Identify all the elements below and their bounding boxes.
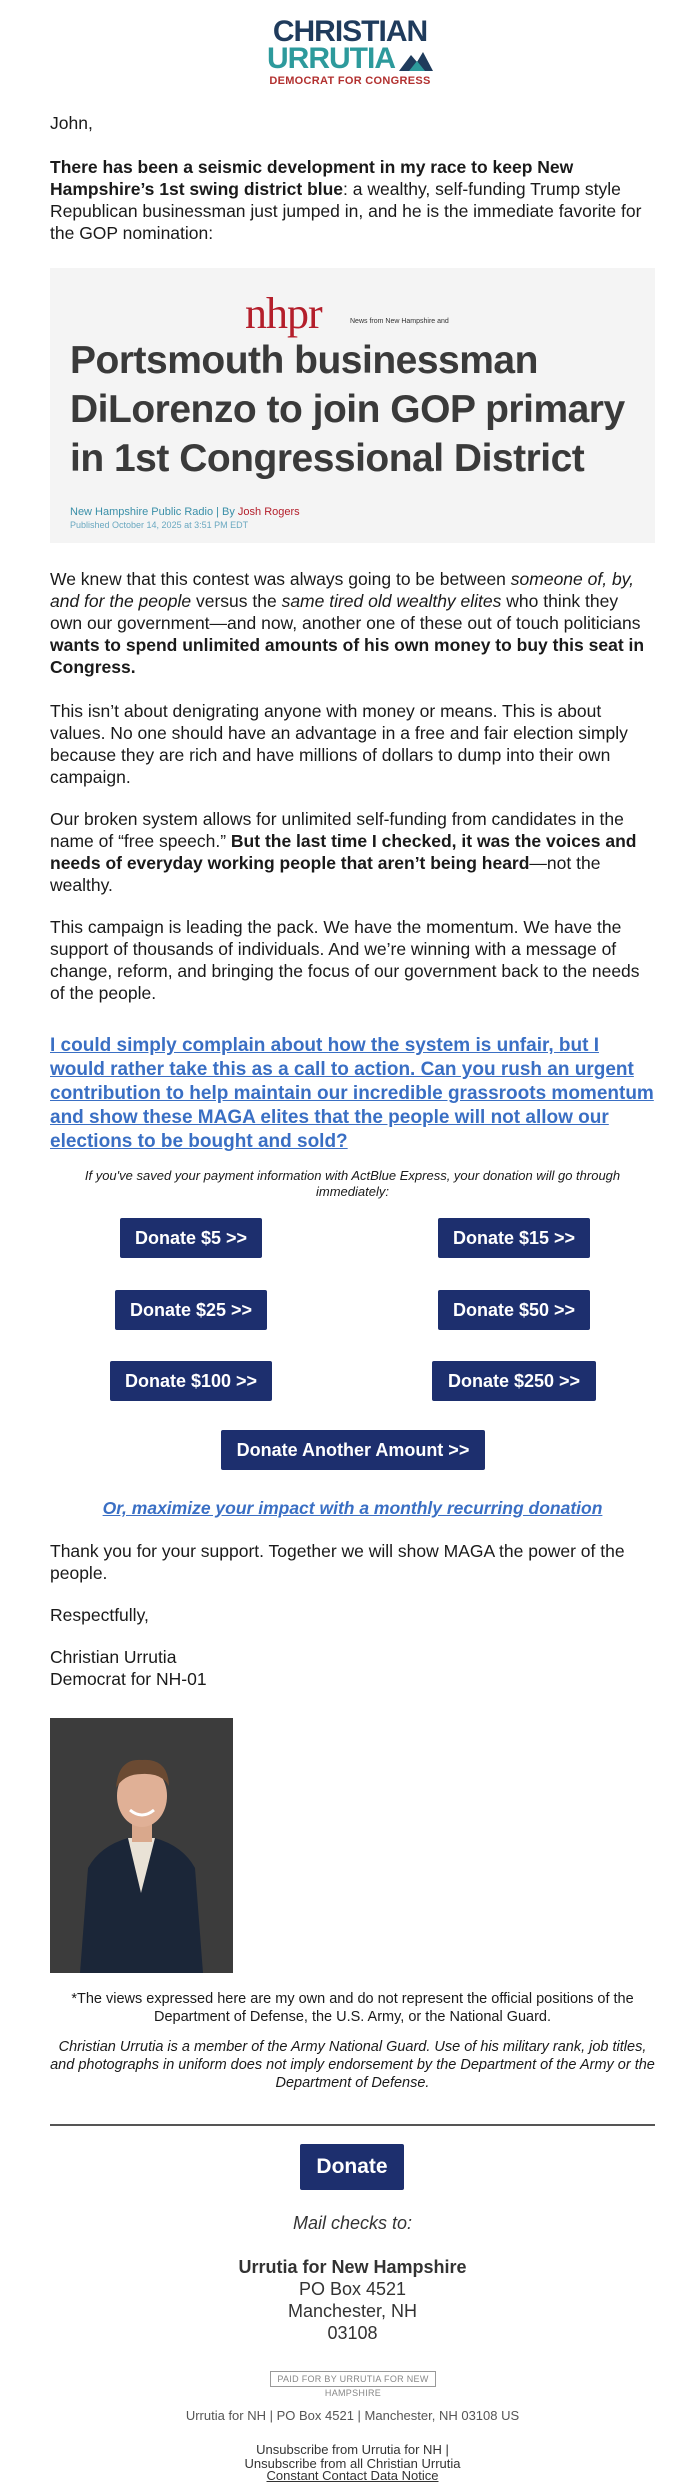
unsubscribe-urrutia-link[interactable]: Unsubscribe from Urrutia for NH | — [256, 2442, 449, 2457]
thanks-paragraph: Thank you for your support. Together we will show MAGA the power of the people. — [50, 1541, 625, 1583]
nhpr-logo: nhpr — [245, 289, 322, 338]
news-published-date: Published October 14, 2025 at 3:51 PM EDT — [70, 520, 249, 530]
news-byline — [70, 506, 300, 518]
logo-line1: CHRISTIAN — [272, 15, 428, 48]
constant-contact-notice-link[interactable]: Constant Contact Data Notice — [266, 2468, 439, 2483]
logo-tagline: DEMOCRAT FOR CONGRESS — [269, 75, 431, 87]
p3-a: Our broken system allows for unlimited self-funding from candidates in the name of “free speech.” — [50, 809, 624, 851]
p1-e: who think they own our government—and now, another one of these out of touch politicians — [50, 591, 641, 633]
donate-15-button[interactable]: Donate $15 >> — [438, 1218, 590, 1258]
donate-100-button[interactable]: Donate $100 >> — [110, 1361, 272, 1401]
actblue-express-note: If you've saved your payment information with ActBlue Express, your donation will go through immediately: — [84, 1168, 621, 1199]
donate-50-button[interactable]: Donate $50 >> — [438, 1290, 590, 1330]
mail-address-line3: 03108 — [327, 2323, 378, 2343]
mail-address-line1: PO Box 4521 — [298, 2279, 407, 2299]
paragraph-2: This isn’t about denigrating anyone with money or means. This is about values. No one should have an advantage in a free and fair election simply because they are rich and have millions of dollars to dump into their own campaign. — [50, 701, 628, 787]
p1-d: same tired old wealthy elites — [281, 591, 502, 611]
monthly-donation-link[interactable]: Or, maximize your impact with a monthly recurring donation — [102, 1498, 603, 1518]
news-headline: Portsmouth businessman DiLorenzo to join GOP primary in 1st Congressional District — [70, 339, 625, 480]
paid-for-disclaimer: PAID FOR BY URRUTIA FOR NEW HAMPSHIRE — [270, 2371, 436, 2387]
paragraph-3 — [50, 808, 655, 896]
nhpr-subtitle: News from New Hampshire and — [350, 318, 449, 325]
unsubscribe-all-link[interactable]: Unsubscribe from all Christian Urrutia — [244, 2456, 461, 2471]
disclaimer-military: Christian Urrutia is a member of the Army National Guard. Use of his military rank, job titles, and photographs in uniform does not imply endorsement by the Department of the Army or the Department of Defense. — [50, 2039, 655, 2091]
disclaimer-views: *The views expressed here are my own and do not represent the official positions of the Department of Defense, the U.S. Army, or the National Guard. — [71, 1991, 634, 2025]
candidate-photo — [50, 1718, 233, 1973]
mail-checks-heading: Mail checks to: — [292, 2213, 413, 2233]
signature-name: Christian Urrutia — [50, 1647, 177, 1667]
signoff: Respectfully, — [50, 1605, 149, 1625]
footer-divider — [50, 2124, 655, 2126]
p1-f: wants to spend unlimited amounts of his own money to buy this seat in Congress. — [50, 635, 645, 677]
mail-org: Urrutia for New Hampshire — [238, 2257, 467, 2277]
donate-other-amount-button[interactable]: Donate Another Amount >> — [221, 1430, 485, 1470]
footer-address: Urrutia for NH | PO Box 4521 | Manchester, NH 03108 US — [185, 2408, 520, 2423]
donate-25-button[interactable]: Donate $25 >> — [115, 1290, 267, 1330]
donate-main-button[interactable]: Donate — [300, 2144, 404, 2190]
logo-line2 — [267, 42, 433, 75]
p1-c: versus the — [191, 591, 282, 611]
paragraph-1 — [50, 568, 655, 678]
donate-5-button[interactable]: Donate $5 >> — [120, 1218, 262, 1258]
p3-c: —not the wealthy. — [50, 853, 601, 895]
campaign-logo[interactable] — [0, 15, 700, 87]
p3-b: But the last time I checked, it was the voices and needs of everyday working people that aren’t being heard — [50, 831, 637, 873]
mail-address-line2: Manchester, NH — [287, 2301, 418, 2321]
p1-b: someone of, by, and for the people — [50, 569, 634, 611]
news-headline-image[interactable] — [50, 268, 655, 543]
byline-author: Josh Rogers — [237, 506, 300, 518]
p1-a: We knew that this contest was always going to be between — [50, 569, 511, 589]
logo-line2-text: URRUTIA — [267, 42, 395, 75]
intro-rest: : a wealthy, self-funding Trump style Republican businessman just jumped in, and he is the immediate favorite for the GOP nomination: — [50, 179, 642, 243]
byline-source: New Hampshire Public Radio | By — [70, 506, 238, 518]
intro-bold: There has been a seismic development in my race to keep New Hampshire’s 1st swing district blue — [50, 157, 574, 199]
greeting: John, — [50, 113, 93, 133]
mountain-icon — [399, 49, 433, 71]
paragraph-4: This campaign is leading the pack. We have the momentum. We have the support of thousands of individuals. And we’re winning with a message of change, reform, and bringing the focus of our government back to the needs of the people. — [50, 917, 640, 1003]
call-to-action-link[interactable]: I could simply complain about how the system is unfair, but I would rather take this as a call to action. Can you rush an urgent contribution to help maintain our incredible grassroots momentum and show these MAGA elites that the people will not allow our elections to be bought and sold? — [50, 1035, 654, 1152]
signature-title: Democrat for NH-01 — [50, 1669, 207, 1689]
intro-paragraph — [50, 156, 655, 244]
donate-250-button[interactable]: Donate $250 >> — [432, 1361, 596, 1401]
candidate-portrait-icon — [50, 1718, 233, 1973]
